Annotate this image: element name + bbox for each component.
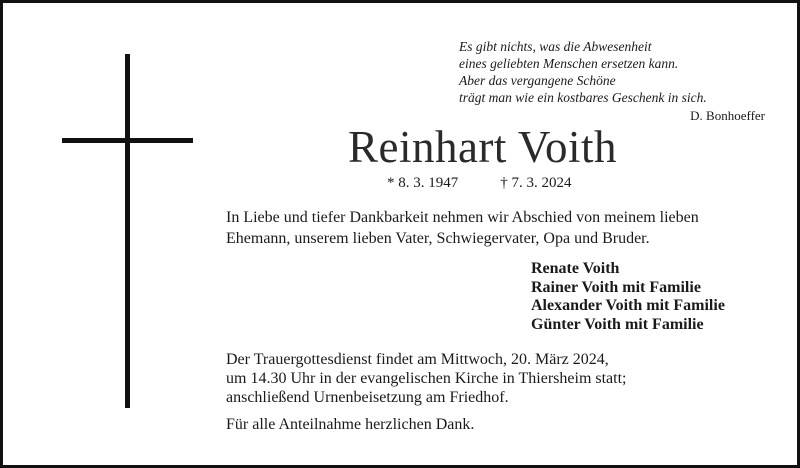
signer: Günter Voith mit Familie [531,315,704,333]
service-line: um 14.30 Uhr in der evangelischen Kirche in Thiersheim statt; [226,370,627,387]
birth-date: * 8. 3. 1947 [387,175,459,191]
farewell-line: Ehemann, unserem lieben Vater, Schwiegervater, Opa und Bruder. [226,230,650,247]
quote [459,38,707,106]
signer: Renate Voith [531,260,620,277]
quote-author: D. Bonhoeffer [690,108,765,123]
deceased-name: Reinhart Voith [347,122,618,172]
thanks-text: Für alle Anteilnahme herzlichen Dank. [226,416,475,433]
farewell-text [226,207,699,249]
quote-line: eines geliebten Menschen ersetzen kann. [459,56,679,71]
quote-line: Aber das vergangene Schöne [459,73,616,88]
quote-line: Es gibt nichts, was die Abwesenheit [459,39,652,54]
cross-vertical-bar [125,54,130,408]
signers-list [531,260,725,334]
signer: Rainer Voith mit Familie [531,278,701,296]
service-info [226,350,627,407]
death-date: † 7. 3. 2024 [500,175,572,191]
service-line: Der Trauergottesdienst findet am Mittwoch, 20. März 2024, [226,351,609,368]
service-line: anschließend Urnenbeisetzung am Friedhof. [226,389,509,406]
signer: Alexander Voith mit Familie [531,297,725,314]
life-dates [387,175,572,192]
quote-line: trägt man wie ein kostbares Geschenk in sich. [459,90,707,105]
farewell-line: In Liebe und tiefer Dankbarkeit nehmen wir Abschied von meinem lieben [226,209,699,226]
